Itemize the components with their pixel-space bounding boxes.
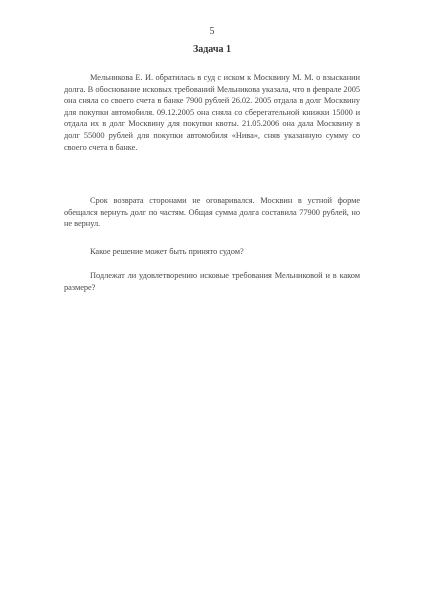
page-number: 5 bbox=[209, 26, 215, 37]
document-title: Задача 1 bbox=[192, 44, 232, 55]
paragraph-facts: Мельникова Е. И. обратилась в суд с иском к Москвину М. М. о взыскании долга. В обоснование исковых требований Мельникова указала, что в феврале 2005 она сняла со своего счета в банке 7900 рублей 26.02. 2005 отдала в долг Москвину для покупки автомобиля. 09.12.2005 она сняла со сберегательной книжки 15000 и отдала их в долг Москвину для покупки квоты. 21.05.2006 она дала Москвину в долг 55000 рублей для покупки автомобиля «Нива», сняв указанную сумму со своего счета в банке. bbox=[64, 73, 360, 152]
paragraph-terms: Срок возврата сторонами не оговаривался. Москвин в устной форме обещался вернуть долг по частям. Общая сумма долга составила 77900 рублей, но не вернул. bbox=[64, 196, 360, 229]
question-claims: Подлежат ли удовлетворению исковые требования Мельниковой и в каком размере? bbox=[64, 271, 360, 292]
question-decision: Какое решение может быть принято судом? bbox=[90, 247, 244, 256]
